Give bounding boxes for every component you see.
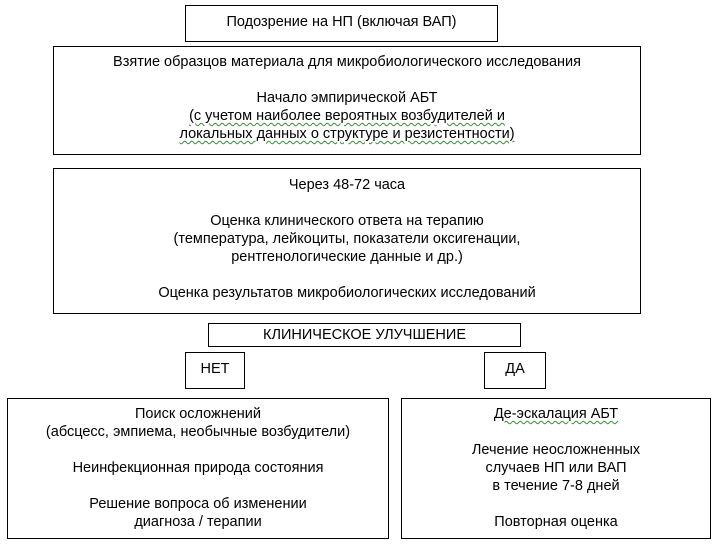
reassessment-line-4: рентгенологические данные и др.): [231, 249, 463, 265]
reassessment-line-2: Оценка клинического ответа на терапию: [210, 213, 484, 229]
no-branch-box: [7, 398, 389, 539]
suspicion-box: [185, 5, 498, 42]
no-branch-line-1: Поиск осложнений: [134, 406, 262, 422]
yes-box: [484, 352, 546, 389]
sampling-line-1: Взятие образцов материала для микробиологического исследования: [113, 54, 581, 70]
sampling-line-2: Начало эмпирической АБТ: [256, 90, 438, 106]
no-branch-line-3: Неинфекционная природа состояния: [72, 460, 324, 476]
yes-branch-line-2: Лечение неосложненных: [471, 442, 641, 458]
yes-branch-box: [401, 398, 711, 539]
no-branch-line-5: диагноза / терапии: [134, 514, 262, 530]
no-branch-line-2: (абсцесс, эмпиема, необычные возбудители): [45, 424, 351, 440]
reassessment-line-5: Оценка результатов микробиологических исследований: [158, 285, 536, 301]
no-box: [185, 352, 245, 389]
suspicion-text: Подозрение на НП (включая ВАП): [226, 14, 457, 30]
sampling-line-3: (с учетом наиболее вероятных возбудителей и: [189, 108, 505, 124]
sampling-line-4: локальных данных о структуре и резистентности): [179, 126, 515, 142]
yes-label: ДА: [505, 361, 525, 377]
no-branch-line-4: Решение вопроса об изменении: [89, 496, 307, 512]
reassessment-line-1: Через 48-72 часа: [288, 177, 406, 193]
reassessment-line-3: (температура, лейкоциты, показатели оксигенации,: [173, 231, 521, 247]
yes-branch-line-5: Повторная оценка: [494, 514, 618, 530]
reassessment-box: [53, 168, 641, 314]
clinical-improvement-box: [208, 323, 521, 347]
yes-branch-line-1: Де-эскалация АБТ: [493, 406, 619, 422]
clinical-improvement-text: КЛИНИЧЕСКОЕ УЛУЧШЕНИЕ: [263, 327, 466, 343]
yes-branch-line-4: в течение 7-8 дней: [492, 478, 620, 494]
no-label: НЕТ: [200, 361, 230, 377]
yes-branch-line-3: случаев НП или ВАП: [485, 460, 627, 476]
sampling-box: [53, 46, 641, 155]
